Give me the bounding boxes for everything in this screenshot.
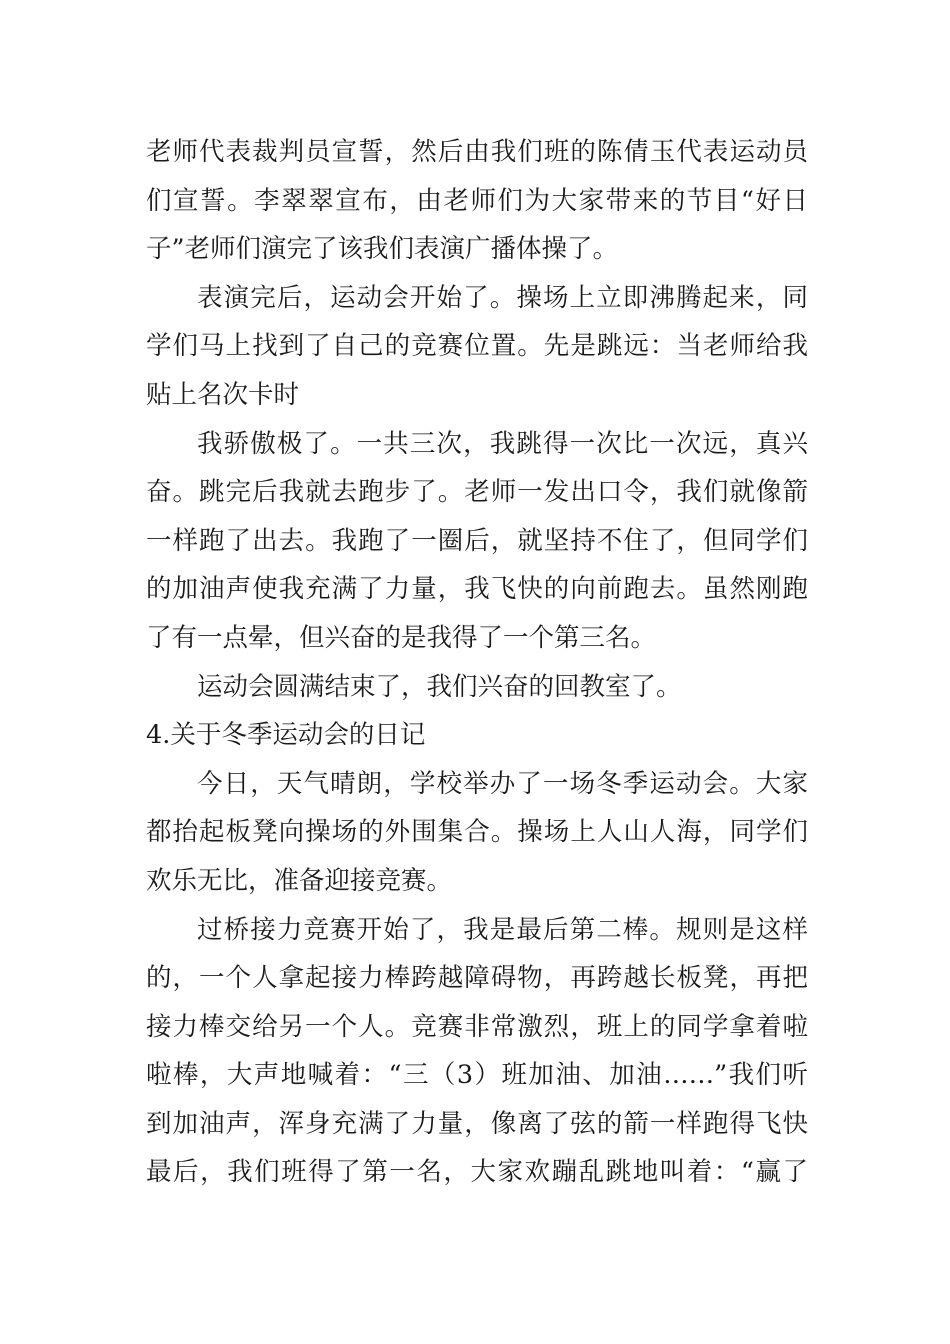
text-line: 到加油声，浑身充满了力量，像离了弦的箭一样跑得飞快 — [146, 1108, 808, 1139]
text-line: 了有一点晕，但兴奋的是我得了一个第三名。 — [146, 622, 657, 653]
text-line: 啦棒，大声地喊着：“三（3）班加油、加油……”我们听 — [146, 1060, 808, 1091]
text-line: 都抬起板凳向操场的外围集合。操场上人山人海，同学们 — [146, 817, 808, 848]
text-line: 们宣誓。李翠翠宣布，由老师们为大家带来的节目“好日 — [146, 185, 808, 216]
text-line: 欢乐无比，准备迎接竞赛。 — [146, 865, 453, 896]
text-line: 最后，我们班得了第一名，大家欢蹦乱跳地叫着：“赢了 — [146, 1157, 808, 1188]
text-line: 的，一个人拿起接力棒跨越障碍物，再跨越长板凳，再把 — [146, 963, 808, 994]
text-line: 贴上名次卡时 — [146, 379, 300, 410]
text-line: 学们马上找到了自己的竞赛位置。先是跳远：当老师给我 — [146, 331, 808, 362]
text-line: 一样跑了出去。我跑了一圈后，就坚持不住了，但同学们 — [146, 525, 808, 556]
section-heading: 4.关于冬季运动会的日记 — [146, 720, 426, 751]
paragraph-first-line: 今日，天气晴朗，学校举办了一场冬季运动会。大家 — [197, 768, 808, 799]
text-line: 老师代表裁判员宣誓，然后由我们班的陈倩玉代表运动员 — [146, 137, 808, 167]
paragraph-first-line: 表演完后，运动会开始了。操场上立即沸腾起来，同 — [197, 282, 808, 313]
paragraph-first-line: 运动会圆满结束了，我们兴奋的回教室了。 — [197, 671, 682, 702]
paragraph-first-line: 过桥接力竞赛开始了，我是最后第二棒。规则是这样 — [197, 914, 808, 945]
text-line: 的加油声使我充满了力量，我飞快的向前跑去。虽然刚跑 — [146, 574, 808, 605]
text-line: 子”老师们演完了该我们表演广播体操了。 — [146, 234, 619, 265]
document-body — [146, 128, 808, 1197]
text-line: 接力棒交给另一个人。竞赛非常激烈，班上的同学拿着啦 — [146, 1011, 808, 1042]
text-line: 奋。跳完后我就去跑步了。老师一发出口令，我们就像箭 — [146, 477, 808, 508]
paragraph-first-line: 我骄傲极了。一共三次，我跳得一次比一次远，真兴 — [197, 428, 808, 459]
